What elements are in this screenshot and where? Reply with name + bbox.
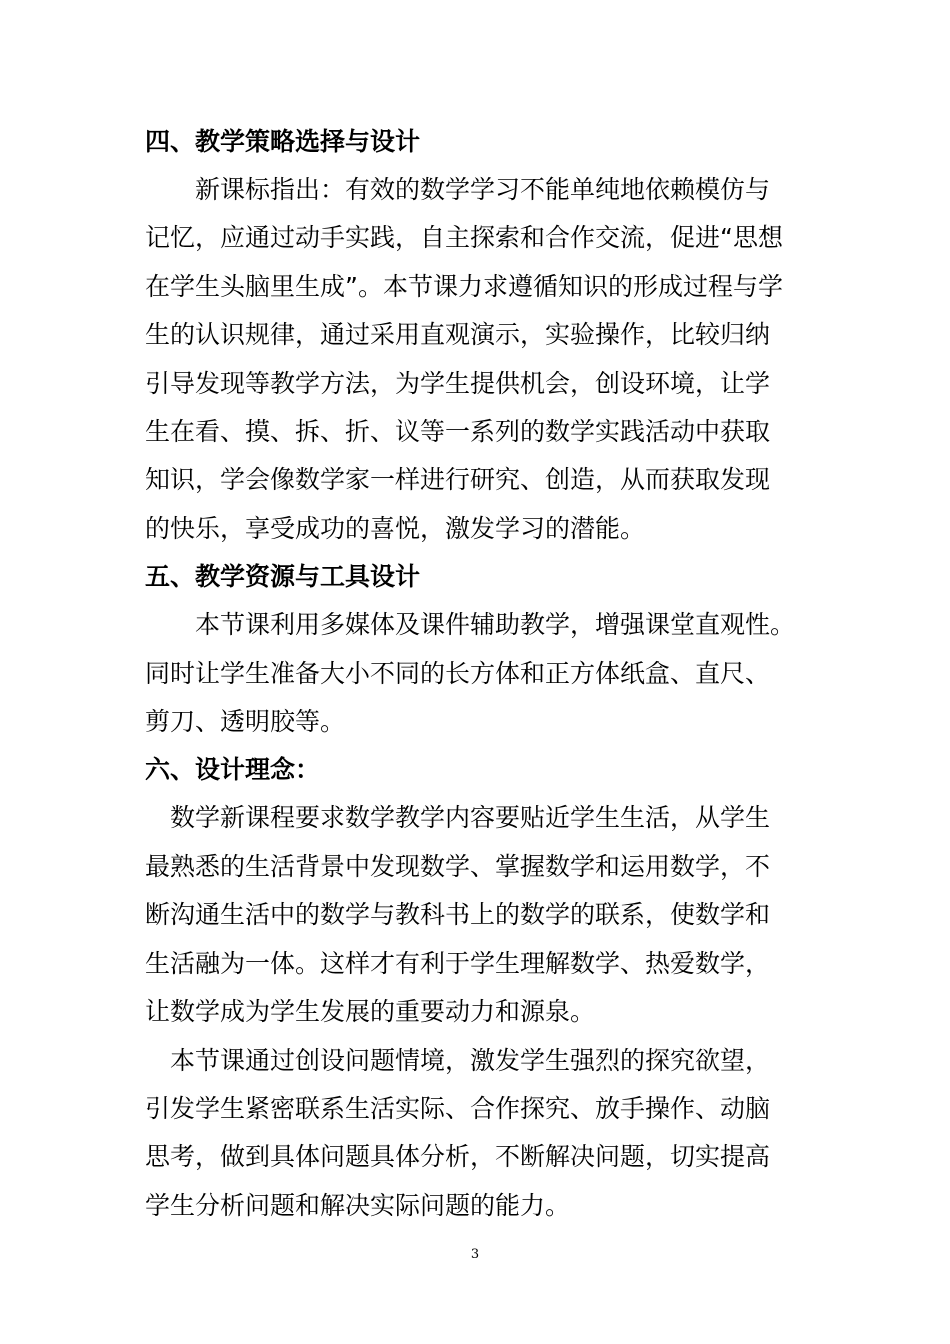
text-line: 引发学生紧密联系生活实际、合作探究、放手操作、动脑 bbox=[145, 1093, 771, 1123]
section-heading: 六、设计理念： bbox=[145, 755, 321, 785]
paragraph bbox=[145, 166, 825, 553]
text-line: 在学生头脑里生成”。本节课力求遵循知识的形成过程与学 bbox=[145, 271, 783, 301]
text-line: 同时让学生准备大小不同的长方体和正方体纸盒、直尺、 bbox=[145, 658, 771, 688]
paragraph bbox=[145, 794, 825, 1036]
text-line: 的快乐，享受成功的喜悦，激发学习的潜能。 bbox=[145, 513, 646, 543]
text-line: 引导发现等教学方法，为学生提供机会，创设环境，让学 bbox=[145, 368, 771, 398]
text-line: 本节课通过创设问题情境，激发学生强烈的探究欲望， bbox=[145, 1045, 771, 1075]
document-body bbox=[145, 118, 825, 1230]
text-line: 新课标指出：有效的数学学习不能单纯地依赖模仿与 bbox=[145, 175, 771, 204]
text-line: 让数学成为学生发展的重要动力和源泉。 bbox=[145, 997, 596, 1027]
text-line: 知识，学会像数学家一样进行研究、创造，从而获取发现 bbox=[145, 465, 771, 495]
text-line: 学生分析问题和解决实际问题的能力。 bbox=[145, 1190, 571, 1220]
text-line: 数学新课程要求数学教学内容要贴近学生生活，从学生 bbox=[145, 803, 771, 833]
text-line: 最熟悉的生活背景中发现数学、掌握数学和运用数学，不 bbox=[145, 851, 771, 881]
paragraph bbox=[145, 601, 825, 746]
text-line: 剪刀、透明胶等。 bbox=[145, 707, 346, 737]
text-line: 生在看、摸、拆、折、议等一系列的数学实践活动中获取 bbox=[145, 417, 771, 447]
text-line: 思考，做到具体问题具体分析，不断解决问题，切实提高 bbox=[145, 1142, 771, 1172]
text-line: 本节课利用多媒体及课件辅助教学，增强课堂直观性。 bbox=[145, 610, 796, 640]
text-line: 生的认识规律，通过采用直观演示，实验操作，比较归纳 bbox=[145, 320, 771, 350]
paragraph bbox=[145, 1037, 825, 1231]
text-line: 断沟通生活中的数学与教科书上的数学的联系，使数学和 bbox=[145, 900, 771, 930]
page-number: 3 bbox=[470, 1247, 480, 1262]
section-heading: 四、教学策略选择与设计 bbox=[145, 127, 421, 156]
section-heading: 五、教学资源与工具设计 bbox=[145, 562, 421, 592]
text-line: 记忆，应通过动手实践，自主探索和合作交流，促进“思想 bbox=[145, 223, 783, 253]
text-line: 生活融为一体。这样才有利于学生理解数学、热爱数学， bbox=[145, 948, 771, 978]
